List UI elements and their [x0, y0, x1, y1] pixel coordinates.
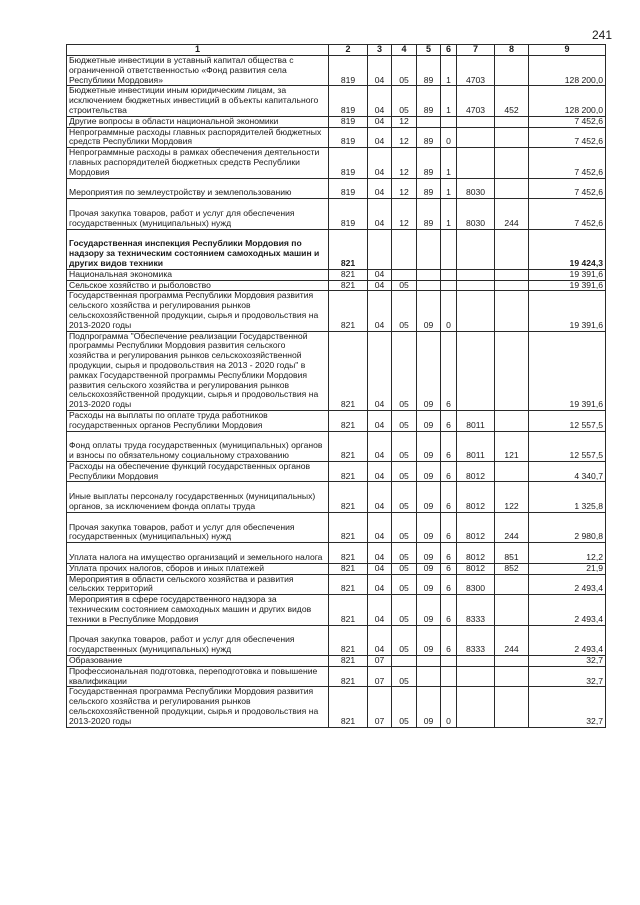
code-cell: 8012: [457, 482, 495, 512]
header-cell: 7: [457, 45, 495, 56]
table-row: [67, 291, 606, 331]
code-cell: [441, 656, 457, 667]
code-cell: 821: [329, 563, 368, 574]
code-cell: 12: [392, 199, 417, 229]
code-cell: 05: [392, 595, 417, 625]
table-row: [67, 269, 606, 280]
table-row: [67, 178, 606, 199]
code-cell: 12: [392, 116, 417, 127]
row-name-cell: Непрограммные расходы главных распорядителей бюджетных средств Республики Мордовия: [67, 127, 329, 148]
code-cell: 05: [392, 482, 417, 512]
header-cell: 1: [67, 45, 329, 56]
code-cell: 04: [368, 116, 392, 127]
code-cell: 244: [495, 512, 529, 542]
amount-cell: 19 391,6: [529, 291, 606, 331]
amount-cell: 12 557,5: [529, 431, 606, 461]
table-row: [67, 127, 606, 148]
row-name-cell: Профессиональная подготовка, переподготовка и повышение квалификации: [67, 666, 329, 687]
code-cell: [495, 178, 529, 199]
table-row: [67, 595, 606, 625]
code-cell: 09: [417, 595, 441, 625]
code-cell: 04: [368, 482, 392, 512]
table-row: [67, 331, 606, 410]
amount-cell: 19 391,6: [529, 269, 606, 280]
header-cell: 9: [529, 45, 606, 56]
amount-cell: 7 452,6: [529, 116, 606, 127]
code-cell: 04: [368, 199, 392, 229]
code-cell: 12: [392, 178, 417, 199]
table-row: [67, 229, 606, 269]
budget-table: [66, 44, 606, 728]
table-row: [67, 280, 606, 291]
code-cell: 05: [392, 625, 417, 655]
table-row: [67, 56, 606, 86]
code-cell: 821: [329, 331, 368, 410]
code-cell: [457, 666, 495, 687]
code-cell: 04: [368, 127, 392, 148]
code-cell: 04: [368, 574, 392, 595]
code-cell: 89: [417, 127, 441, 148]
code-cell: 04: [368, 178, 392, 199]
code-cell: 6: [441, 563, 457, 574]
header-row: [67, 45, 606, 56]
code-cell: [495, 116, 529, 127]
code-cell: 6: [441, 595, 457, 625]
code-cell: 8012: [457, 543, 495, 564]
code-cell: [441, 229, 457, 269]
code-cell: 821: [329, 656, 368, 667]
header-cell: 8: [495, 45, 529, 56]
code-cell: 05: [392, 410, 417, 431]
code-cell: [417, 656, 441, 667]
table-row: [67, 574, 606, 595]
code-cell: [368, 229, 392, 269]
amount-cell: 4 340,7: [529, 461, 606, 482]
code-cell: 09: [417, 331, 441, 410]
table-row: [67, 431, 606, 461]
code-cell: 819: [329, 56, 368, 86]
code-cell: [495, 291, 529, 331]
code-cell: 821: [329, 574, 368, 595]
code-cell: 05: [392, 461, 417, 482]
table-row: [67, 625, 606, 655]
header-cell: 5: [417, 45, 441, 56]
code-cell: 6: [441, 331, 457, 410]
code-cell: 0: [441, 291, 457, 331]
code-cell: 819: [329, 199, 368, 229]
code-cell: 09: [417, 482, 441, 512]
code-cell: 6: [441, 410, 457, 431]
code-cell: 821: [329, 269, 368, 280]
amount-cell: 7 452,6: [529, 178, 606, 199]
code-cell: 821: [329, 625, 368, 655]
table-row: [67, 656, 606, 667]
code-cell: [495, 595, 529, 625]
amount-cell: 2 493,4: [529, 625, 606, 655]
code-cell: 04: [368, 331, 392, 410]
header-cell: 3: [368, 45, 392, 56]
code-cell: [441, 280, 457, 291]
code-cell: [495, 656, 529, 667]
code-cell: 122: [495, 482, 529, 512]
code-cell: 4703: [457, 56, 495, 86]
code-cell: 819: [329, 86, 368, 116]
code-cell: 07: [368, 687, 392, 727]
code-cell: [495, 410, 529, 431]
code-cell: 1: [441, 86, 457, 116]
code-cell: 8012: [457, 563, 495, 574]
amount-cell: 12 557,5: [529, 410, 606, 431]
code-cell: [457, 148, 495, 178]
code-cell: [495, 687, 529, 727]
row-name-cell: Непрограммные расходы в рамках обеспечения деятельности главных распорядителей бюджетных средств Республики Мордовия: [67, 148, 329, 178]
code-cell: 07: [368, 656, 392, 667]
code-cell: 1: [441, 178, 457, 199]
code-cell: [495, 148, 529, 178]
code-cell: 8030: [457, 178, 495, 199]
amount-cell: 2 980,8: [529, 512, 606, 542]
code-cell: 09: [417, 574, 441, 595]
code-cell: 04: [368, 280, 392, 291]
code-cell: [417, 280, 441, 291]
row-name-cell: Мероприятия в сфере государственного надзора за техническим состоянием самоходных машин и других видов техники в Республике Мордовия: [67, 595, 329, 625]
code-cell: 4703: [457, 86, 495, 116]
row-name-cell: Фонд оплаты труда государственных (муниципальных) органов и взносы по обязательному социальному страхованию: [67, 431, 329, 461]
amount-cell: 21,9: [529, 563, 606, 574]
table-body: [67, 56, 606, 728]
row-name-cell: Уплата налога на имущество организаций и земельного налога: [67, 543, 329, 564]
row-name-cell: Бюджетные инвестиции в уставный капитал общества с ограниченной ответственностью «Фонд развития села Республики Мордовия»: [67, 56, 329, 86]
code-cell: 121: [495, 431, 529, 461]
table-row: [67, 543, 606, 564]
row-name-cell: Другие вопросы в области национальной экономики: [67, 116, 329, 127]
code-cell: 05: [392, 291, 417, 331]
code-cell: 09: [417, 291, 441, 331]
code-cell: 89: [417, 148, 441, 178]
code-cell: 05: [392, 666, 417, 687]
code-cell: 09: [417, 563, 441, 574]
code-cell: [457, 280, 495, 291]
code-cell: [441, 666, 457, 687]
table-row: [67, 563, 606, 574]
code-cell: 852: [495, 563, 529, 574]
code-cell: 8333: [457, 595, 495, 625]
code-cell: 819: [329, 178, 368, 199]
code-cell: 6: [441, 574, 457, 595]
table-row: [67, 666, 606, 687]
code-cell: 821: [329, 512, 368, 542]
row-name-cell: Государственная программа Республики Мордовия развития сельского хозяйства и регулирования рынков сельскохозяйственной продукции, сырья и продовольствия на 2013-2020 годы: [67, 687, 329, 727]
code-cell: 07: [368, 666, 392, 687]
header-cell: 2: [329, 45, 368, 56]
row-name-cell: Иные выплаты персоналу государственных (муниципальных) органов, за исключением фонда оплаты труда: [67, 482, 329, 512]
table-row: [67, 199, 606, 229]
code-cell: 09: [417, 687, 441, 727]
code-cell: 452: [495, 86, 529, 116]
code-cell: [457, 291, 495, 331]
row-name-cell: Бюджетные инвестиции иным юридическим лицам, за исключением бюджетных инвестиций в объекты капитального строительства: [67, 86, 329, 116]
code-cell: 04: [368, 269, 392, 280]
amount-cell: 7 452,6: [529, 127, 606, 148]
code-cell: 821: [329, 229, 368, 269]
page-number: 241: [591, 28, 612, 42]
row-name-cell: Уплата прочих налогов, сборов и иных платежей: [67, 563, 329, 574]
code-cell: 05: [392, 563, 417, 574]
amount-cell: 7 452,6: [529, 199, 606, 229]
code-cell: 8300: [457, 574, 495, 595]
header-cell: 4: [392, 45, 417, 56]
code-cell: 05: [392, 512, 417, 542]
code-cell: 09: [417, 625, 441, 655]
code-cell: [495, 574, 529, 595]
amount-cell: 128 200,0: [529, 86, 606, 116]
code-cell: 821: [329, 461, 368, 482]
row-name-cell: Государственная программа Республики Мордовия развития сельского хозяйства и регулирования рынков сельскохозяйственной продукции, сырья и продовольствия на 2013-2020 годы: [67, 291, 329, 331]
code-cell: 8333: [457, 625, 495, 655]
code-cell: [495, 280, 529, 291]
code-cell: 89: [417, 178, 441, 199]
code-cell: 8012: [457, 461, 495, 482]
code-cell: [495, 269, 529, 280]
code-cell: 05: [392, 543, 417, 564]
code-cell: [495, 331, 529, 410]
code-cell: 244: [495, 625, 529, 655]
amount-cell: 32,7: [529, 666, 606, 687]
row-name-cell: Государственная инспекция Республики Мордовия по надзору за техническим состоянием самоходных машин и других видов техники: [67, 229, 329, 269]
code-cell: [495, 666, 529, 687]
code-cell: [457, 269, 495, 280]
code-cell: [457, 127, 495, 148]
amount-cell: 32,7: [529, 687, 606, 727]
code-cell: 6: [441, 512, 457, 542]
code-cell: 09: [417, 512, 441, 542]
row-name-cell: Национальная экономика: [67, 269, 329, 280]
row-name-cell: Мероприятия в области сельского хозяйства и развития сельских территорий: [67, 574, 329, 595]
row-name-cell: Подпрограмма "Обеспечение реализации Государственной программы Республики Мордовия развития сельского хозяйства и регулирования рынков сельскохозяйственной продукции, сырья и продовольствия на 2013 - 2020 годы" в рамках Государственной программы Республики Мордовия развития сельского хозяйства и регулирования рынков сельскохозяйственной продукции, сырья и продовольствия на 2013-2020 годы: [67, 331, 329, 410]
code-cell: 851: [495, 543, 529, 564]
code-cell: 821: [329, 543, 368, 564]
code-cell: 89: [417, 86, 441, 116]
code-cell: [457, 687, 495, 727]
code-cell: 89: [417, 56, 441, 86]
amount-cell: 32,7: [529, 656, 606, 667]
row-name-cell: Прочая закупка товаров, работ и услуг для обеспечения государственных (муниципальных) нужд: [67, 625, 329, 655]
code-cell: 04: [368, 625, 392, 655]
code-cell: 821: [329, 291, 368, 331]
code-cell: 05: [392, 280, 417, 291]
code-cell: 05: [392, 687, 417, 727]
amount-cell: 1 325,8: [529, 482, 606, 512]
code-cell: 09: [417, 543, 441, 564]
code-cell: 0: [441, 127, 457, 148]
code-cell: 6: [441, 482, 457, 512]
code-cell: 89: [417, 199, 441, 229]
table-row: [67, 482, 606, 512]
code-cell: [495, 56, 529, 86]
row-name-cell: Сельское хозяйство и рыболовство: [67, 280, 329, 291]
code-cell: [457, 656, 495, 667]
code-cell: 819: [329, 127, 368, 148]
table-row: [67, 86, 606, 116]
code-cell: 04: [368, 431, 392, 461]
row-name-cell: Прочая закупка товаров, работ и услуг для обеспечения государственных (муниципальных) нужд: [67, 199, 329, 229]
code-cell: 04: [368, 56, 392, 86]
code-cell: 1: [441, 148, 457, 178]
code-cell: [417, 116, 441, 127]
table-row: [67, 461, 606, 482]
code-cell: [495, 461, 529, 482]
code-cell: 12: [392, 148, 417, 178]
code-cell: [392, 269, 417, 280]
code-cell: 05: [392, 331, 417, 410]
code-cell: 821: [329, 280, 368, 291]
amount-cell: 2 493,4: [529, 595, 606, 625]
amount-cell: 12,2: [529, 543, 606, 564]
code-cell: 821: [329, 431, 368, 461]
code-cell: [417, 666, 441, 687]
code-cell: 821: [329, 595, 368, 625]
amount-cell: 2 493,4: [529, 574, 606, 595]
code-cell: 821: [329, 687, 368, 727]
code-cell: [457, 331, 495, 410]
amount-cell: 19 424,3: [529, 229, 606, 269]
header-cell: 6: [441, 45, 457, 56]
amount-cell: 128 200,0: [529, 56, 606, 86]
code-cell: 04: [368, 595, 392, 625]
code-cell: [417, 229, 441, 269]
code-cell: 04: [368, 512, 392, 542]
table-row: [67, 512, 606, 542]
code-cell: 819: [329, 148, 368, 178]
code-cell: [441, 269, 457, 280]
code-cell: 8011: [457, 410, 495, 431]
code-cell: 04: [368, 291, 392, 331]
code-cell: 05: [392, 574, 417, 595]
code-cell: 821: [329, 482, 368, 512]
code-cell: 6: [441, 431, 457, 461]
row-name-cell: Прочая закупка товаров, работ и услуг для обеспечения государственных (муниципальных) нужд: [67, 512, 329, 542]
amount-cell: 7 452,6: [529, 148, 606, 178]
code-cell: 6: [441, 461, 457, 482]
code-cell: 04: [368, 543, 392, 564]
table-row: [67, 687, 606, 727]
table-row: [67, 116, 606, 127]
code-cell: [495, 229, 529, 269]
code-cell: 8011: [457, 431, 495, 461]
amount-cell: 19 391,6: [529, 280, 606, 291]
code-cell: [417, 269, 441, 280]
code-cell: 8012: [457, 512, 495, 542]
row-name-cell: Расходы на выплаты по оплате труда работников государственных органов Республики Мордовия: [67, 410, 329, 431]
code-cell: 09: [417, 410, 441, 431]
code-cell: [441, 116, 457, 127]
code-cell: 05: [392, 431, 417, 461]
code-cell: 8030: [457, 199, 495, 229]
code-cell: 12: [392, 127, 417, 148]
row-name-cell: Расходы на обеспечение функций государственных органов Республики Мордовия: [67, 461, 329, 482]
code-cell: 05: [392, 86, 417, 116]
amount-cell: 19 391,6: [529, 331, 606, 410]
code-cell: 821: [329, 410, 368, 431]
code-cell: 04: [368, 148, 392, 178]
code-cell: 819: [329, 116, 368, 127]
code-cell: 09: [417, 431, 441, 461]
row-name-cell: Образование: [67, 656, 329, 667]
code-cell: 09: [417, 461, 441, 482]
code-cell: [392, 656, 417, 667]
row-name-cell: Мероприятия по землеустройству и землепользованию: [67, 178, 329, 199]
code-cell: 04: [368, 410, 392, 431]
table-row: [67, 148, 606, 178]
code-cell: 6: [441, 625, 457, 655]
code-cell: 1: [441, 199, 457, 229]
code-cell: 05: [392, 56, 417, 86]
code-cell: 6: [441, 543, 457, 564]
code-cell: 04: [368, 86, 392, 116]
table-row: [67, 410, 606, 431]
code-cell: [392, 229, 417, 269]
code-cell: 0: [441, 687, 457, 727]
code-cell: 1: [441, 56, 457, 86]
code-cell: 244: [495, 199, 529, 229]
code-cell: 04: [368, 563, 392, 574]
code-cell: [495, 127, 529, 148]
code-cell: 821: [329, 666, 368, 687]
code-cell: [457, 229, 495, 269]
code-cell: [457, 116, 495, 127]
code-cell: 04: [368, 461, 392, 482]
